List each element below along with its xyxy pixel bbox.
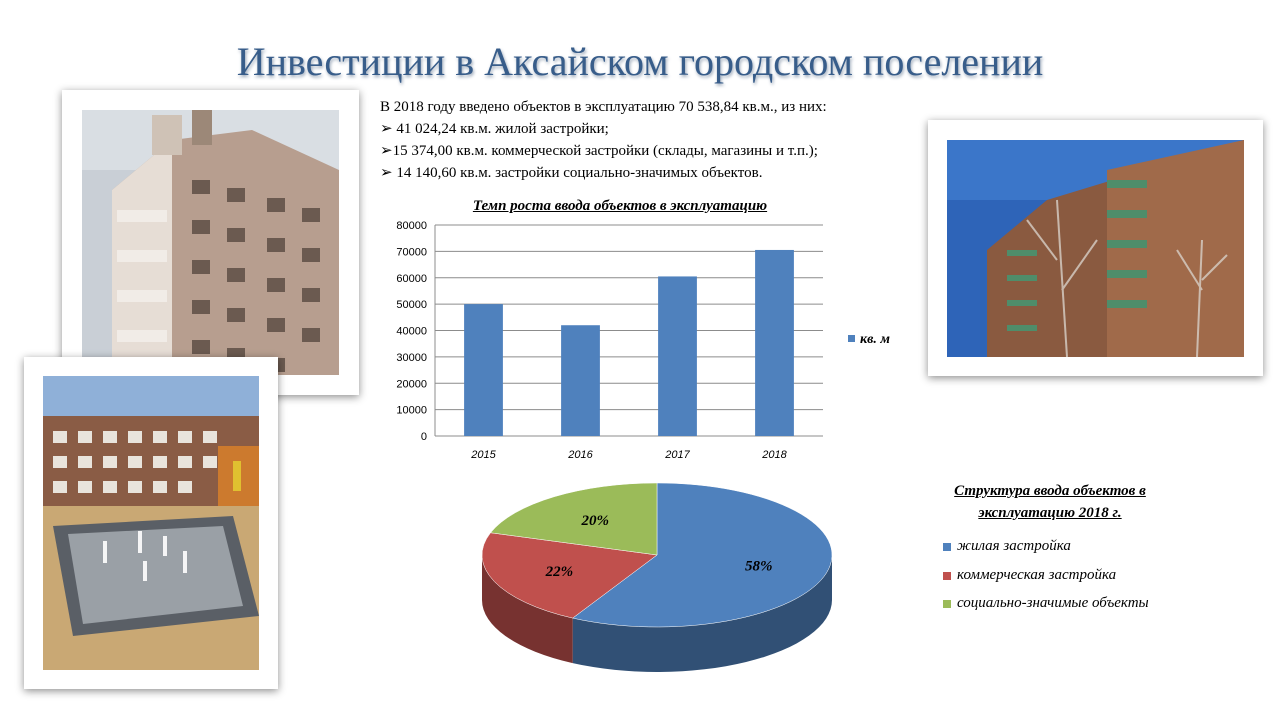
bar-2015 <box>464 304 503 436</box>
bar-2016 <box>561 325 600 436</box>
courtyard-fountain-photo <box>43 376 259 670</box>
y-tick-label: 50000 <box>396 299 427 312</box>
intro-line: ➢ 14 140,60 кв.м. застройки социально-значимых объектов. <box>380 165 763 181</box>
intro-line: ➢ 41 024,24 кв.м. жилой застройки; <box>380 121 609 137</box>
legend-swatch-residential <box>943 543 951 551</box>
highrise-building-photo <box>947 140 1244 357</box>
bar-legend-swatch <box>848 335 855 342</box>
pie-legend-item-commercial <box>943 567 1116 584</box>
y-tick-label: 20000 <box>396 378 427 391</box>
y-tick-label: 0 <box>420 431 427 443</box>
building-photo-frame-left <box>62 90 359 395</box>
bar-2018 <box>755 250 794 436</box>
pie-chart <box>470 470 850 700</box>
bar-chart <box>380 210 920 470</box>
pie-data-label: 22% <box>545 563 574 580</box>
y-tick-label: 70000 <box>396 246 427 259</box>
x-tick-label: 2017 <box>665 449 690 461</box>
legend-label: жилая застройка <box>957 538 1071 554</box>
y-tick-label: 80000 <box>396 220 427 232</box>
page-title: Инвестиции в Аксайском городском поселении <box>236 39 1044 84</box>
pie-data-label: 20% <box>581 513 610 530</box>
legend-swatch-commercial <box>943 572 951 580</box>
pie-data-label: 58% <box>744 558 773 575</box>
y-tick-label: 30000 <box>396 351 427 364</box>
intro-text <box>380 96 827 184</box>
pie-chart-title: Структура ввода объектов в эксплуатацию 2018 г. <box>954 483 1146 521</box>
courtyard-photo-frame <box>24 357 278 689</box>
building-photo-frame-right <box>928 120 1263 376</box>
y-tick-label: 60000 <box>396 272 427 285</box>
pie-legend-item-residential <box>943 538 1071 555</box>
bar-2017 <box>658 276 697 436</box>
legend-swatch-social <box>943 600 951 608</box>
legend-label: социально-значимые объекты <box>957 595 1149 611</box>
x-tick-label: 2018 <box>762 449 787 461</box>
apartment-building-photo <box>82 110 339 375</box>
pie-legend-item-social <box>943 595 1149 612</box>
bar-chart-title: Темп роста ввода объектов в эксплуатацию <box>472 198 768 214</box>
y-tick-label: 10000 <box>396 404 427 417</box>
x-tick-label: 2015 <box>471 449 496 461</box>
intro-line: В 2018 году введено объектов в эксплуатацию 70 538,84 кв.м., из них: <box>380 99 827 115</box>
y-tick-label: 40000 <box>396 325 427 338</box>
bar-legend-label: кв. м <box>860 332 890 347</box>
legend-label: коммерческая застройка <box>957 567 1117 583</box>
intro-line: ➢15 374,00 кв.м. коммерческой застройки (склады, магазины и т.п.); <box>380 143 818 159</box>
x-tick-label: 2016 <box>568 449 593 461</box>
